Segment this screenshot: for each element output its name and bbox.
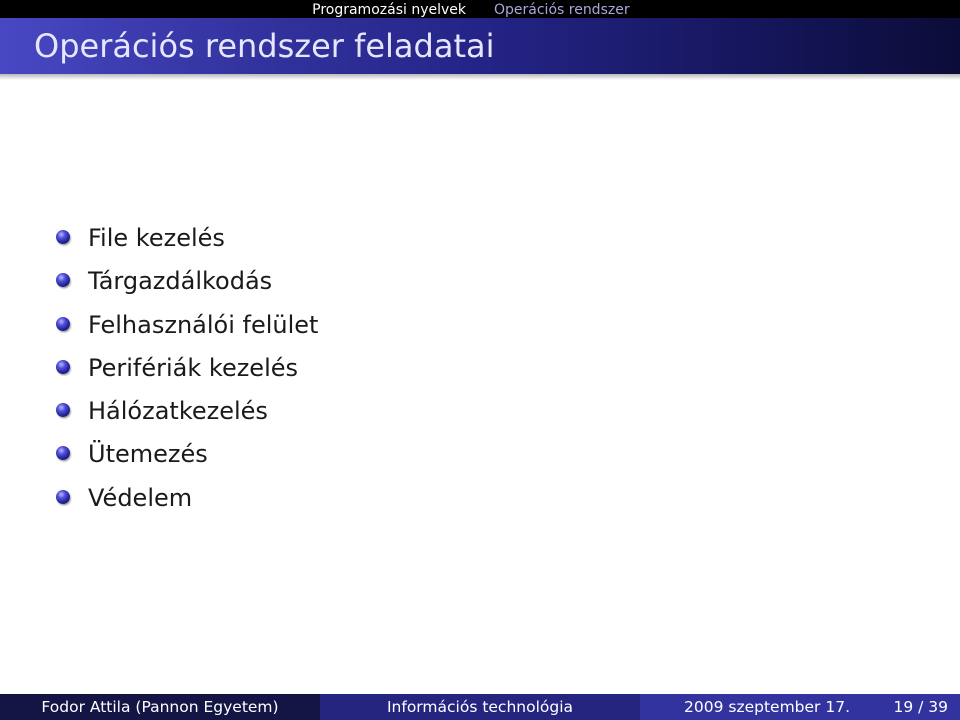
list-item-text: Védelem xyxy=(88,483,193,512)
footer-title: Információs technológia xyxy=(320,694,640,720)
frame-title: Operációs rendszer feladatai xyxy=(34,27,495,65)
page-number: 19 / 39 xyxy=(893,698,948,716)
ball-bullet-icon xyxy=(56,360,70,374)
list-item-text: File kezelés xyxy=(88,224,225,252)
list-item xyxy=(56,391,318,434)
list-item-text: Tárgazdálkodás xyxy=(88,267,273,296)
nav-section-area xyxy=(0,0,480,18)
list-item xyxy=(56,261,318,304)
title-bar-shadow xyxy=(0,74,960,80)
footer-info xyxy=(640,694,960,720)
footer xyxy=(0,694,960,720)
nav-subsection-area xyxy=(480,0,960,18)
footer-date: 2009 szeptember 17. xyxy=(684,698,850,716)
ball-bullet-icon xyxy=(56,317,70,331)
nav-subsection-link[interactable]: Operációs rendszer xyxy=(494,2,630,18)
list-item xyxy=(56,348,318,391)
ball-bullet-icon xyxy=(56,403,70,417)
ball-bullet-icon xyxy=(56,490,70,504)
list-item-text: Ütemezés xyxy=(88,440,208,469)
nav-section-link[interactable]: Programozási nyelvek xyxy=(312,2,466,18)
list-item xyxy=(56,218,318,261)
ball-bullet-icon xyxy=(56,446,70,460)
ball-bullet-icon xyxy=(56,273,70,287)
navigation-bar xyxy=(0,0,960,18)
bullet-list xyxy=(56,218,318,521)
ball-bullet-icon xyxy=(56,230,70,244)
list-item-text: Perifériák kezelés xyxy=(88,353,299,382)
list-item xyxy=(56,434,318,477)
list-item-text: Felhasználói felület xyxy=(88,310,319,339)
list-item xyxy=(56,478,318,521)
footer-author: Fodor Attila (Pannon Egyetem) xyxy=(0,694,320,720)
frame-title-bar xyxy=(0,18,960,74)
list-item-text: Hálózatkezelés xyxy=(88,397,268,426)
list-item xyxy=(56,305,318,348)
